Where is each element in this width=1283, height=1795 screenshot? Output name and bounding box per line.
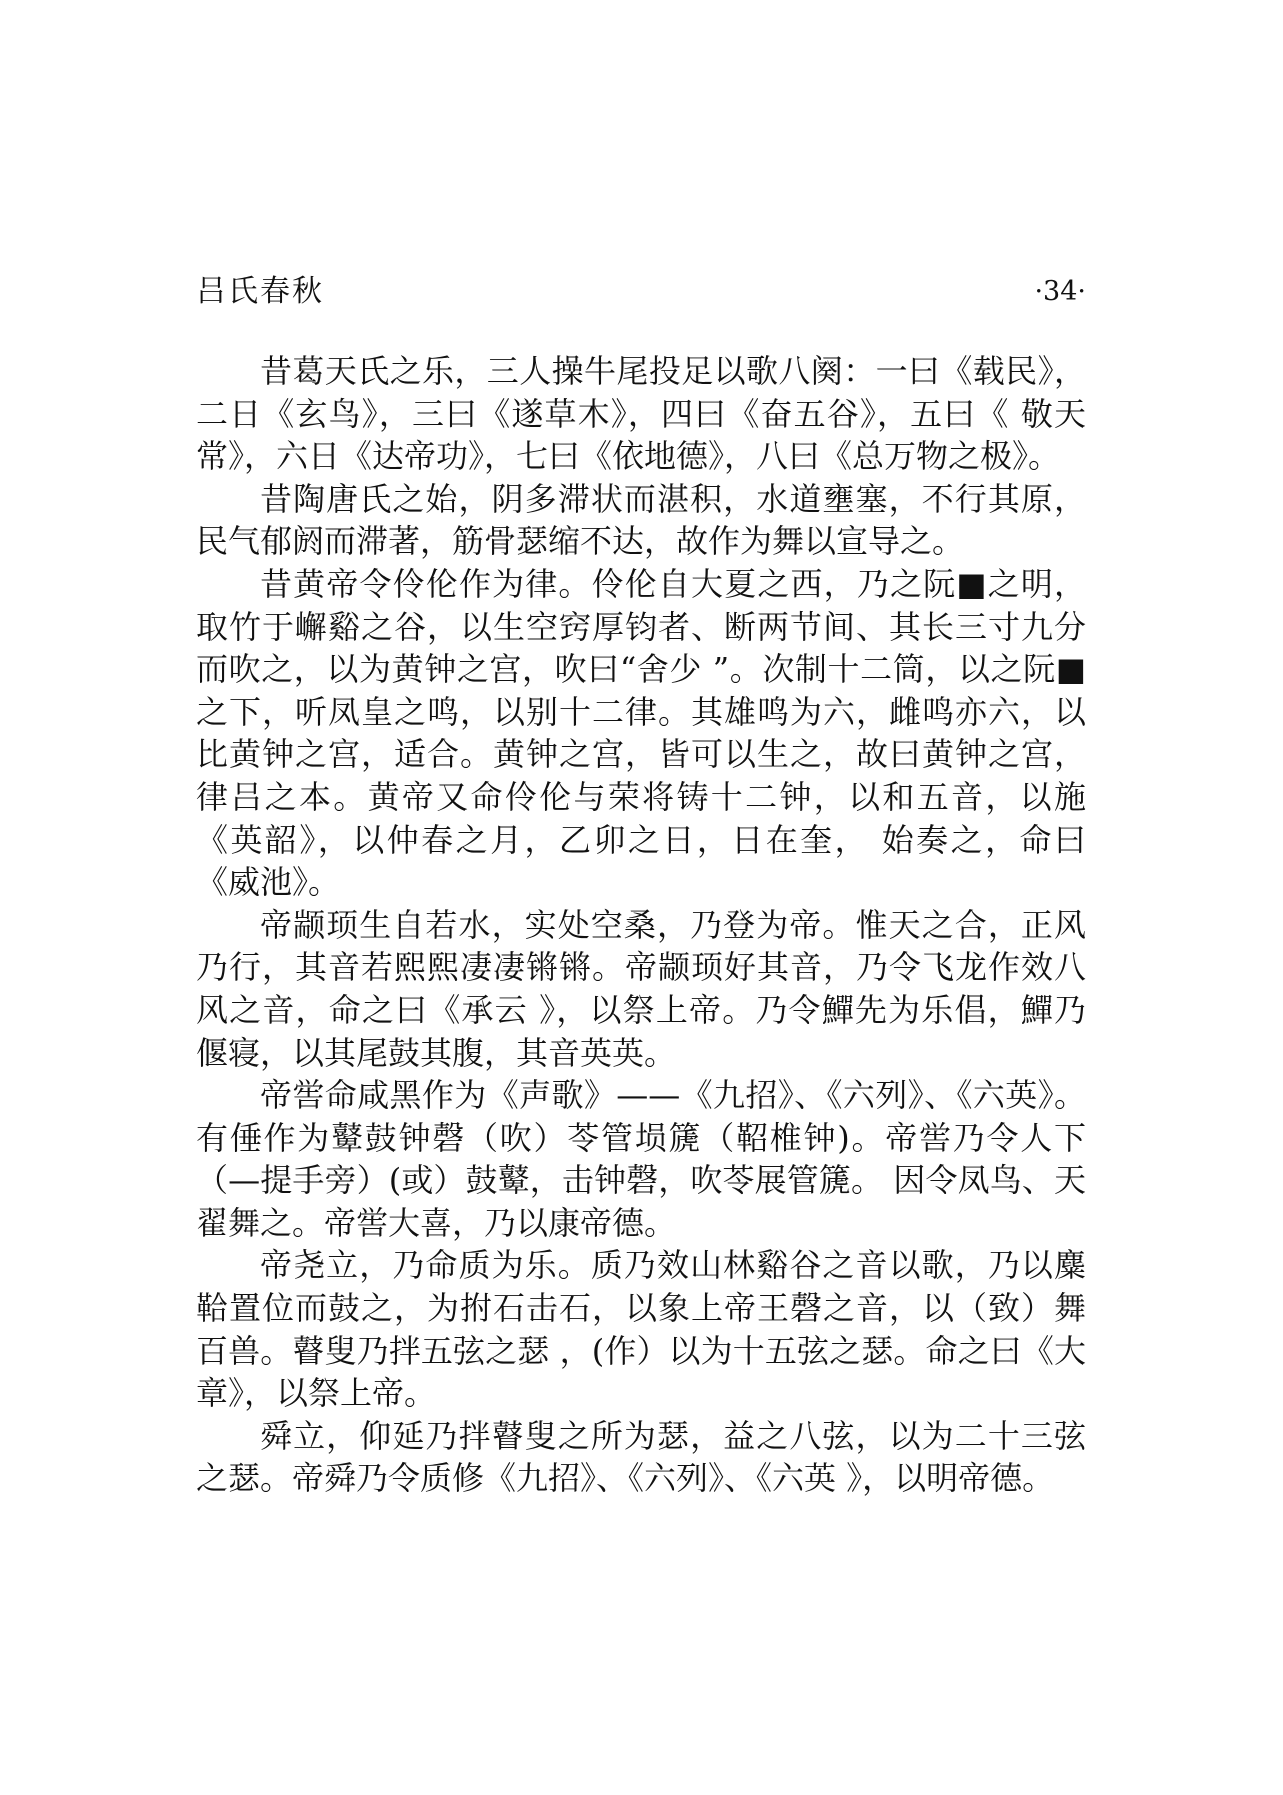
body-text xyxy=(196,350,1086,1500)
paragraph-shun: 舜立，仰延乃拌瞽叟之所为瑟，益之八弦，以为二十三弦之瑟。帝舜乃令质修《九招》、《六列》、《六英 》，以明帝德。 xyxy=(196,1416,1086,1498)
paragraph-huangdi: 昔黄帝令伶伦作为律。伶伦自大夏之西，乃之阮■之明，取竹于嶰谿之谷，以生空窍厚钧者、断两节间、其长三寸九分而吹之，以为黄钟之宫，吹曰“舍少 ”。次制十二筒，以之阮■之下，听凤皇之鸣，以别十二律。其雄鸣为六，雌鸣亦六，以比黄钟之宫，适合。黄钟之宫，皆可以生之，故曰黄钟之宫，律吕之本。黄帝又命伶伦与荣将铸十二钟，以和五音，以施《英韶》，以仲春之月，乙卯之日，日在奎， 始奏之，命曰《威池》。 xyxy=(196,564,1086,902)
page-header xyxy=(196,268,1086,316)
paragraph-yao: 帝尧立，乃命质为乐。质乃效山林谿谷之音以歌，乃以麋鞈置位而鼓之，为拊石击石，以象上帝王磬之音，以（致）舞百兽。瞽叟乃拌五弦之瑟 ，(作）以为十五弦之瑟。命之曰《大章》，以祭上帝。 xyxy=(196,1246,1086,1413)
paragraph-getian: 昔葛天氏之乐，三人操牛尾投足以歌八阕：一曰《载民》，二日《玄鸟》，三曰《遂草木》，四曰《奋五谷》，五曰《 敬天常》，六日《达帝功》，七曰《依地德》，八曰《总万物之极》。 xyxy=(196,352,1086,476)
book-title: 吕氏春秋 xyxy=(196,274,324,309)
paragraph-zhuanxu: 帝颛顼生自若水，实处空桑，乃登为帝。惟天之合，正风乃行，其音若熙熙凄凄锵锵。帝颛顼好其音，乃令飞龙作效八风之音，命之曰《承云 》，以祭上帝。乃令鱓先为乐倡，鱓乃偃寝，以其尾鼓其腹，其音英英。 xyxy=(196,905,1086,1072)
paragraph-diku: 帝喾命咸黑作为《声歌》——《九招》、《六列》、《六英》。有倕作为鼙鼓钟磬（吹）苓管埙篪（鞀椎钟)。帝喾乃令人下（—提手旁）(或）鼓鼙，击钟磬，吹苓展管篪。 因令凤鸟、天翟舞之。帝喾大喜，乃以康帝德。 xyxy=(196,1076,1086,1242)
paragraph-taotang: 昔陶唐氏之始，阴多滞状而湛积，水道壅塞，不行其原，民气郁阏而滞著，筋骨瑟缩不达，故作为舞以宣导之。 xyxy=(196,479,1086,561)
page-number: ·34· xyxy=(1034,276,1086,307)
